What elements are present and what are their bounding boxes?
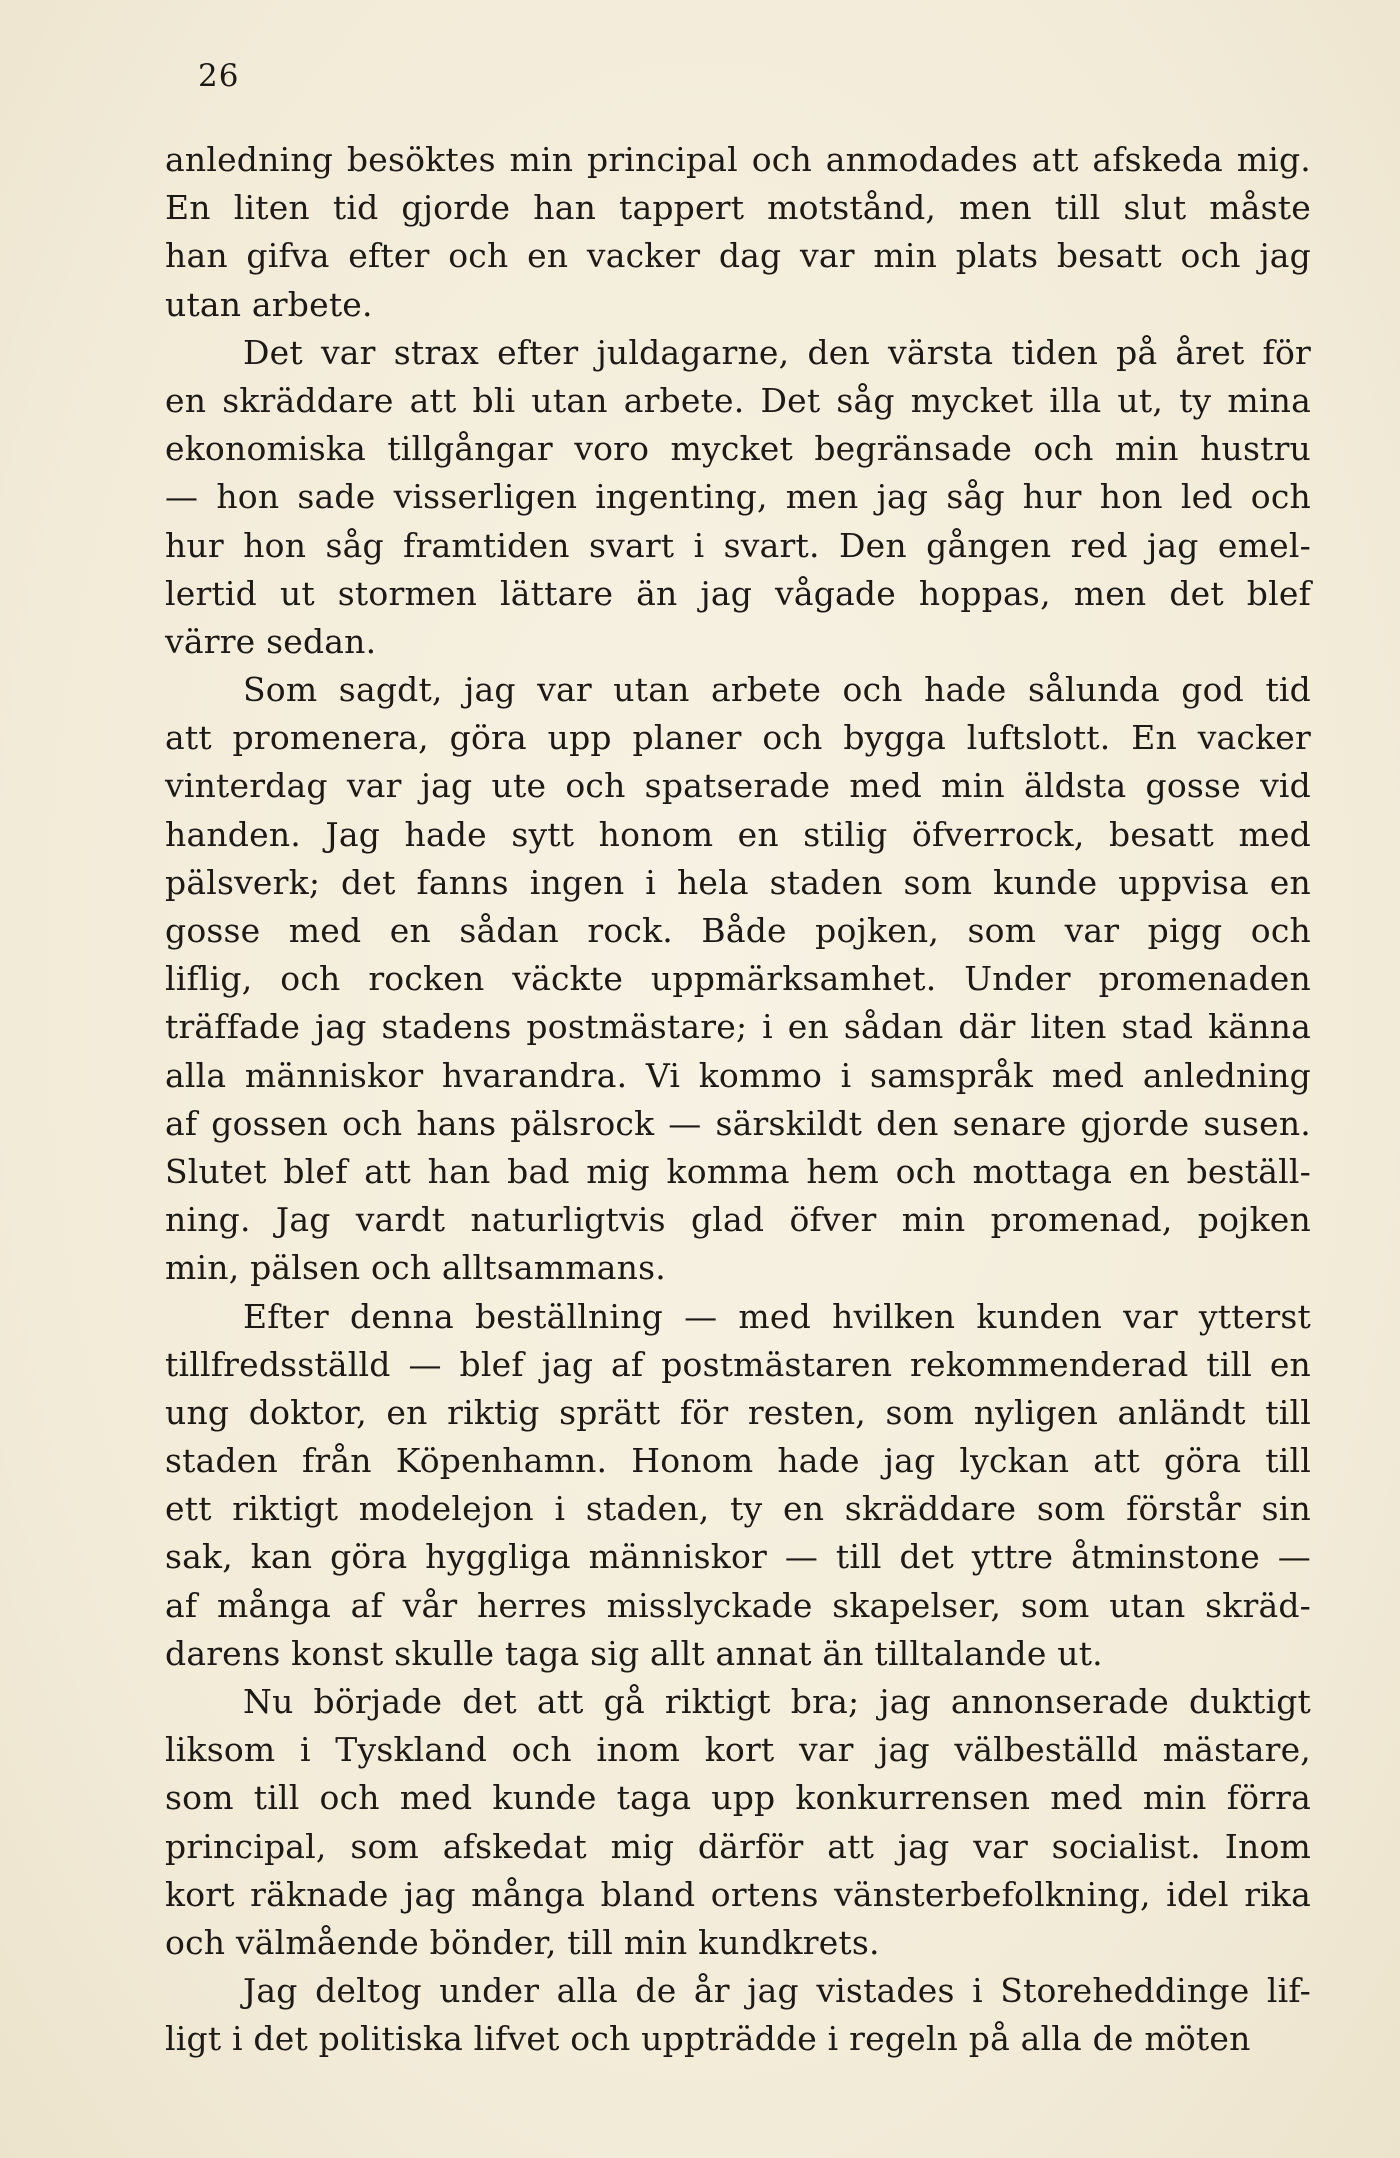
page-number: 26	[198, 58, 240, 94]
text-line: En liten tid gjorde han tappert motstånd, men till slut måste	[165, 188, 1311, 228]
text-line: Det var strax efter juldagarne, den värsta tiden på året för	[243, 332, 1311, 372]
text-line: staden från Köpenhamn. Honom hade jag lyckan att göra till	[165, 1441, 1311, 1481]
text-line: liksom i Tyskland och inom kort var jag välbeställd mästare,	[165, 1730, 1311, 1770]
text-line: sak, kan göra hyggliga människor — till det yttre åtminstone —	[165, 1537, 1311, 1577]
text-line: Jag deltog under alla de år jag vistades i Storeheddinge lif-	[243, 1971, 1311, 2011]
text-line: tillfredsställd — blef jag af postmästaren rekommenderad till en	[165, 1344, 1311, 1384]
text-line: hur hon såg framtiden svart i svart. Den gången red jag emel-	[165, 525, 1311, 565]
text-line: ett riktigt modelejon i staden, ty en skräddare som förstår sin	[165, 1489, 1311, 1529]
text-line: pälsverk; det fanns ingen i hela staden som kunde uppvisa en	[165, 862, 1311, 902]
text-line: Efter denna beställning — med hvilken kunden var ytterst	[243, 1296, 1311, 1336]
text-line: utan arbete.	[165, 284, 373, 324]
paragraph	[165, 329, 1311, 666]
text-line: en skräddare att bli utan arbete. Det såg mycket illa ut, ty mina	[165, 380, 1311, 420]
text-line: af många af vår herres misslyckade skapelser, som utan skräd-	[165, 1585, 1311, 1625]
text-line: alla människor hvarandra. Vi kommo i samspråk med anledning	[165, 1055, 1311, 1095]
text-line: han gifva efter och en vacker dag var min plats besatt och jag	[165, 236, 1311, 276]
text-line: Slutet blef att han bad mig komma hem och mottaga en beställ-	[165, 1151, 1311, 1191]
text-line: principal, som afskedat mig därför att jag var socialist. Inom	[165, 1826, 1311, 1866]
body-text	[165, 136, 1311, 2064]
paragraph	[165, 1293, 1311, 1679]
text-line: — hon sade visserligen ingenting, men jag såg hur hon led och	[165, 477, 1311, 517]
text-line: ekonomiska tillgångar voro mycket begränsade och min hustru	[165, 429, 1311, 469]
text-line: och välmående bönder, till min kundkrets.	[165, 1922, 880, 1962]
paragraph	[165, 666, 1311, 1292]
text-line: värre sedan.	[165, 621, 377, 661]
text-line: ning. Jag vardt naturligtvis glad öfver min promenad, pojken	[165, 1200, 1311, 1240]
paragraph	[165, 136, 1311, 329]
paragraph	[165, 1967, 1311, 2063]
text-line: som till och med kunde taga upp konkurrensen med min förra	[165, 1778, 1311, 1818]
text-line: Nu började det att gå riktigt bra; jag annonserade duktigt	[243, 1682, 1311, 1721]
text-line: liflig, och rocken väckte uppmärksamhet. Under promenaden	[165, 959, 1311, 999]
text-line: gosse med en sådan rock. Både pojken, som var pigg och	[165, 911, 1311, 950]
text-line: handen. Jag hade sytt honom en stilig öfverrock, besatt med	[165, 814, 1311, 854]
text-line: lertid ut stormen lättare än jag vågade hoppas, men det blef	[165, 573, 1311, 613]
text-line: ligt i det politiska lifvet och uppträdde i regeln på alla de möten	[165, 2019, 1251, 2059]
text-line: att promenera, göra upp planer och bygga luftslott. En vacker	[165, 718, 1311, 758]
text-line: ung doktor, en riktig sprätt för resten, som nyligen anländt till	[165, 1392, 1311, 1432]
text-line: darens konst skulle taga sig allt annat än tilltalande ut.	[165, 1633, 1103, 1673]
text-line: min, pälsen och alltsammans.	[165, 1248, 666, 1288]
paragraph	[165, 1678, 1311, 1967]
text-line: Som sagdt, jag var utan arbete och hade sålunda god tid	[243, 670, 1311, 710]
text-line: af gossen och hans pälsrock — särskildt den senare gjorde susen.	[165, 1103, 1311, 1143]
text-line: träffade jag stadens postmästare; i en sådan där liten stad känna	[165, 1007, 1311, 1047]
text-line: anledning besöktes min principal och anmodades att afskeda mig.	[165, 140, 1311, 179]
text-line: kort räknade jag många bland ortens vänsterbefolkning, idel rika	[165, 1874, 1311, 1914]
text-line: vinterdag var jag ute och spatserade med min äldsta gosse vid	[165, 766, 1311, 806]
